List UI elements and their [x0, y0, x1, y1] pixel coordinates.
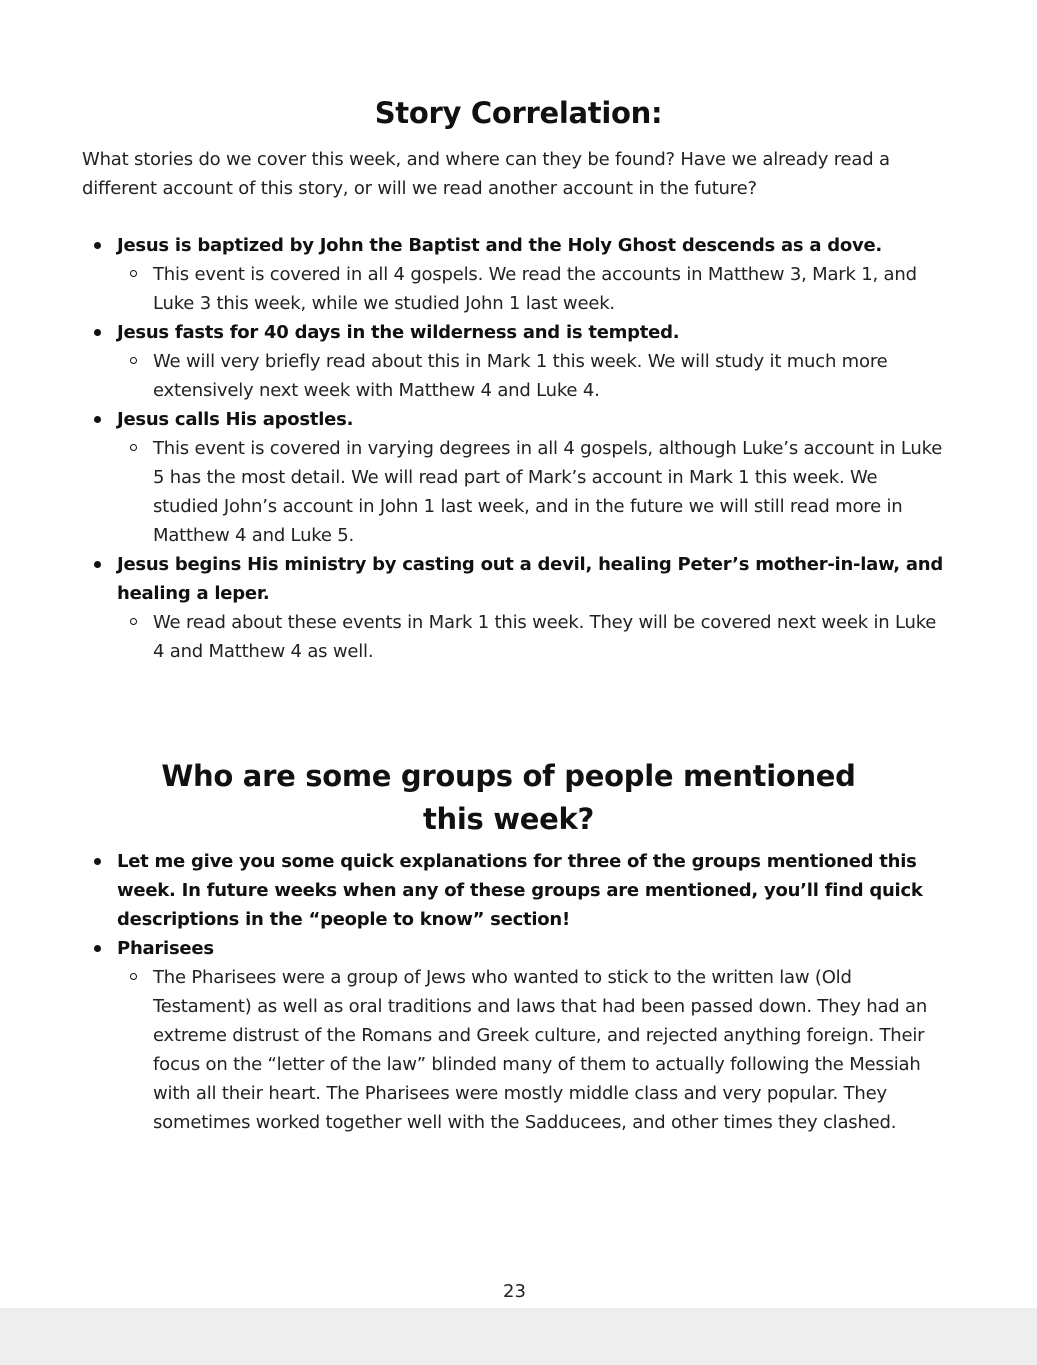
hollow-bullet-icon — [130, 270, 137, 277]
groups-list — [0, 847, 1037, 1137]
story-item-detail: This event is covered in all 4 gospels. We read the accounts in Matthew 3, Mark 1, and Luke 3 this week, while we studied John 1 last week. — [153, 264, 917, 314]
story-item-detail-row — [117, 260, 943, 318]
hollow-bullet-icon — [130, 973, 137, 980]
story-item-detail-row — [117, 434, 943, 550]
bullet-icon — [94, 561, 101, 568]
pharisees-detail: The Pharisees were a group of Jews who wanted to stick to the written law (Old Testament) as well as oral traditions and laws that had been passed down. They had an extreme distrust of the Romans and Greek culture, and rejected anything foreign. Their focus on the “letter of the law” blinded many of them to actually following the Messiah with all their heart. The Pharisees were mostly middle class and very popular. They sometimes worked together well with the Sadducees, and other times they clashed. — [153, 967, 928, 1133]
pharisees-detail-row — [117, 963, 943, 1137]
groups-intro-text: Let me give you some quick explanations for three of the groups mentioned this week. In future weeks when any of these groups are mentioned, you’ll find quick descriptions in the “people to know” section! — [117, 851, 923, 930]
hollow-bullet-icon — [130, 444, 137, 451]
pharisees-label: Pharisees — [117, 938, 214, 959]
story-item-detail-row — [117, 347, 943, 405]
groups-title-line-2: this week? — [422, 802, 595, 836]
bullet-icon — [94, 329, 101, 336]
hollow-bullet-icon — [130, 618, 137, 625]
story-item-detail-row — [117, 608, 943, 666]
groups-title-line-1: Who are some groups of people mentioned — [161, 759, 856, 793]
bullet-icon — [94, 416, 101, 423]
bullet-icon — [94, 945, 101, 952]
story-item-label: Jesus calls His apostles. — [117, 409, 354, 430]
story-item-label: Jesus fasts for 40 days in the wilderness and is tempted. — [117, 322, 680, 343]
groups-intro-item — [0, 847, 947, 934]
story-correlation-title: Story Correlation: — [374, 96, 663, 130]
pharisees-item — [0, 934, 947, 1137]
viewer-bottom-band — [0, 1308, 1037, 1365]
story-item-detail: This event is covered in varying degrees in all 4 gospels, although Luke’s account in Luke 5 has the most detail. We will read part of Mark’s account in Mark 1 this week. We studied John’s account in John 1 last week, and in the future we will still read more in Matthew 4 and Luke 5. — [153, 438, 943, 546]
groups-title — [0, 755, 1017, 841]
story-item-label: Jesus begins His ministry by casting out a devil, healing Peter’s mother-in-law, and healing a leper. — [117, 554, 944, 604]
story-item-detail: We read about these events in Mark 1 this week. They will be covered next week in Luke 4 and Matthew 4 as well. — [153, 612, 937, 662]
story-item — [0, 550, 947, 666]
hollow-bullet-icon — [130, 357, 137, 364]
story-correlation-intro: What stories do we cover this week, and where can they be found? Have we already read a different account of this story, or will we read another account in the future? — [82, 149, 890, 199]
story-item — [0, 318, 947, 405]
story-item-label: Jesus is baptized by John the Baptist and the Holy Ghost descends as a dove. — [117, 235, 883, 256]
bullet-icon — [94, 242, 101, 249]
story-item — [0, 231, 947, 318]
bullet-icon — [94, 858, 101, 865]
story-list — [0, 231, 1037, 666]
story-item — [0, 405, 947, 550]
story-item-detail: We will very briefly read about this in Mark 1 this week. We will study it much more extensively next week with Matthew 4 and Luke 4. — [153, 351, 888, 401]
page-number: 23 — [503, 1281, 526, 1302]
